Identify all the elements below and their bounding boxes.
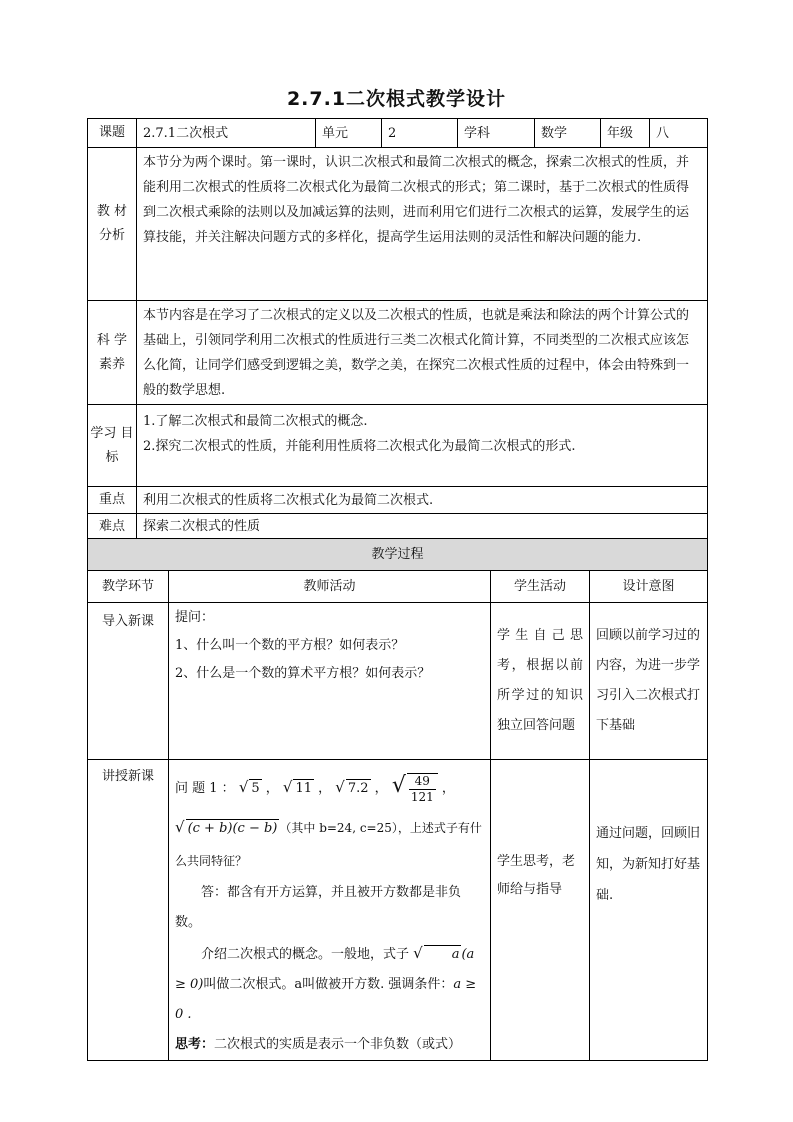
lecture-stage: 讲授新课 bbox=[88, 760, 169, 1061]
goal-item: 2.探究二次根式的性质，并能利用性质将二次根式化为最简二次根式的形式. bbox=[143, 439, 576, 454]
key-point-label: 重点 bbox=[88, 487, 137, 514]
column-header: 设计意图 bbox=[590, 571, 708, 603]
analysis-text: 本节分为两个课时。第一课时，认识二次根式和最简二次根式的概念，探索二次根式的性质，并能利用二次根式的性质将二次根式化为最简二次根式的形式；第二课时，基于二次根式的性质得到二次根式乘除的法则以及加减运算的法则，进而利用它们进行二次根式的运算，发展学生的运算技能，并关注解决问题方式的多样化，提高学生运用法则的灵活性和解决问题的能力. bbox=[137, 148, 708, 301]
concept-radical: √ a bbox=[413, 944, 460, 962]
intro-question: 1、什么叫一个数的平方根？如何表示？ bbox=[175, 638, 405, 653]
concept-text: 介绍二次根式的概念。一般地，式子 √ a (a ≥ 0)叫做二次根式。a叫做被开方数. 强调条件：a ≥ 0 . bbox=[175, 944, 477, 1022]
lecture-teacher bbox=[169, 760, 491, 1061]
course-value: 2.7.1二次根式 bbox=[137, 119, 316, 148]
intro-question: 2、什么是一个数的算术平方根？如何表示？ bbox=[175, 666, 431, 681]
analysis-label: 教 材 分析 bbox=[88, 148, 137, 301]
goal-item: 1.了解二次根式和最简二次根式的概念. bbox=[143, 414, 368, 429]
literacy-text: 本节内容是在学习了二次根式的定义以及二次根式的性质，也就是乘法和除法的两个计算公式的基础上，引领同学利用二次根式的性质进行三类二次根式化简计算，不同类型的二次根式应该怎么化简，让同学们感受到逻辑之美，数学之美，在探究二次根式性质的过程中，体会由特殊到一般的数学思想. bbox=[137, 301, 708, 405]
lecture-student: 学生思考，老师给与指导 bbox=[491, 760, 590, 1061]
lecture-intent: 通过问题，回顾旧知，为新知打好基础. bbox=[590, 760, 708, 1061]
grade-label: 年级 bbox=[601, 119, 650, 148]
unit-value: 2 bbox=[382, 119, 458, 148]
column-header: 教师活动 bbox=[169, 571, 491, 603]
answer-text: 答：都含有开方运算，并且被开方数都是非负数。 bbox=[175, 885, 462, 930]
radical-term: √ 11 bbox=[282, 778, 313, 796]
column-header: 学生活动 bbox=[491, 571, 590, 603]
question-1-cont: √ (c + b)(c − b) （其中 b=24, c=25），上述式子有什么共同特征？ bbox=[175, 818, 482, 868]
unit-label: 单元 bbox=[316, 119, 382, 148]
design-info-table bbox=[87, 118, 708, 540]
key-point-text: 利用二次根式的性质将二次根式化为最简二次根式. bbox=[137, 487, 708, 514]
difficulty-text: 探索二次根式的性质 bbox=[137, 514, 708, 540]
course-label: 课题 bbox=[88, 119, 137, 148]
literacy-label: 科 学 素养 bbox=[88, 301, 137, 405]
grade-value: 八 bbox=[650, 119, 708, 148]
difficulty-label: 难点 bbox=[88, 514, 137, 540]
intro-teacher bbox=[169, 603, 491, 760]
subject-value: 数学 bbox=[535, 119, 601, 148]
goals-label: 学习 目标 bbox=[88, 405, 137, 487]
process-heading: 教学过程 bbox=[88, 539, 708, 571]
page-title: 2.7.1二次根式教学设计 bbox=[286, 88, 507, 110]
column-header: 教学环节 bbox=[88, 571, 169, 603]
intro-stage: 导入新课 bbox=[88, 603, 169, 760]
question-label: 问 题 1 ： bbox=[175, 781, 235, 796]
goals-cell bbox=[137, 405, 708, 487]
radical-expression: √ (c + b)(c − b) bbox=[175, 818, 278, 836]
intro-question-heading: 提问： bbox=[175, 610, 215, 625]
radical-fraction: √ $\frac{49}{121}$ bbox=[392, 781, 438, 796]
intro-intent: 回顾以前学习过的内容，为进一步学习引入二次根式打下基础 bbox=[590, 603, 708, 760]
radical-term: √ 5 bbox=[238, 778, 260, 796]
radical-term: √ 7.2 bbox=[335, 778, 369, 796]
subject-label: 学科 bbox=[458, 119, 535, 148]
question-1: 问 题 1 ： √ 5 ， √ 11 ， √ 7.2 ， √ $\frac{49}{121}$ ， bbox=[175, 773, 455, 804]
intro-student: 学生自己思考，根据以前所学过的知识独立回答问题 bbox=[491, 603, 590, 760]
process-table bbox=[87, 538, 708, 1061]
think-text: 思考：二次根式的实质是表示一个非负数（或式） bbox=[175, 1037, 462, 1052]
